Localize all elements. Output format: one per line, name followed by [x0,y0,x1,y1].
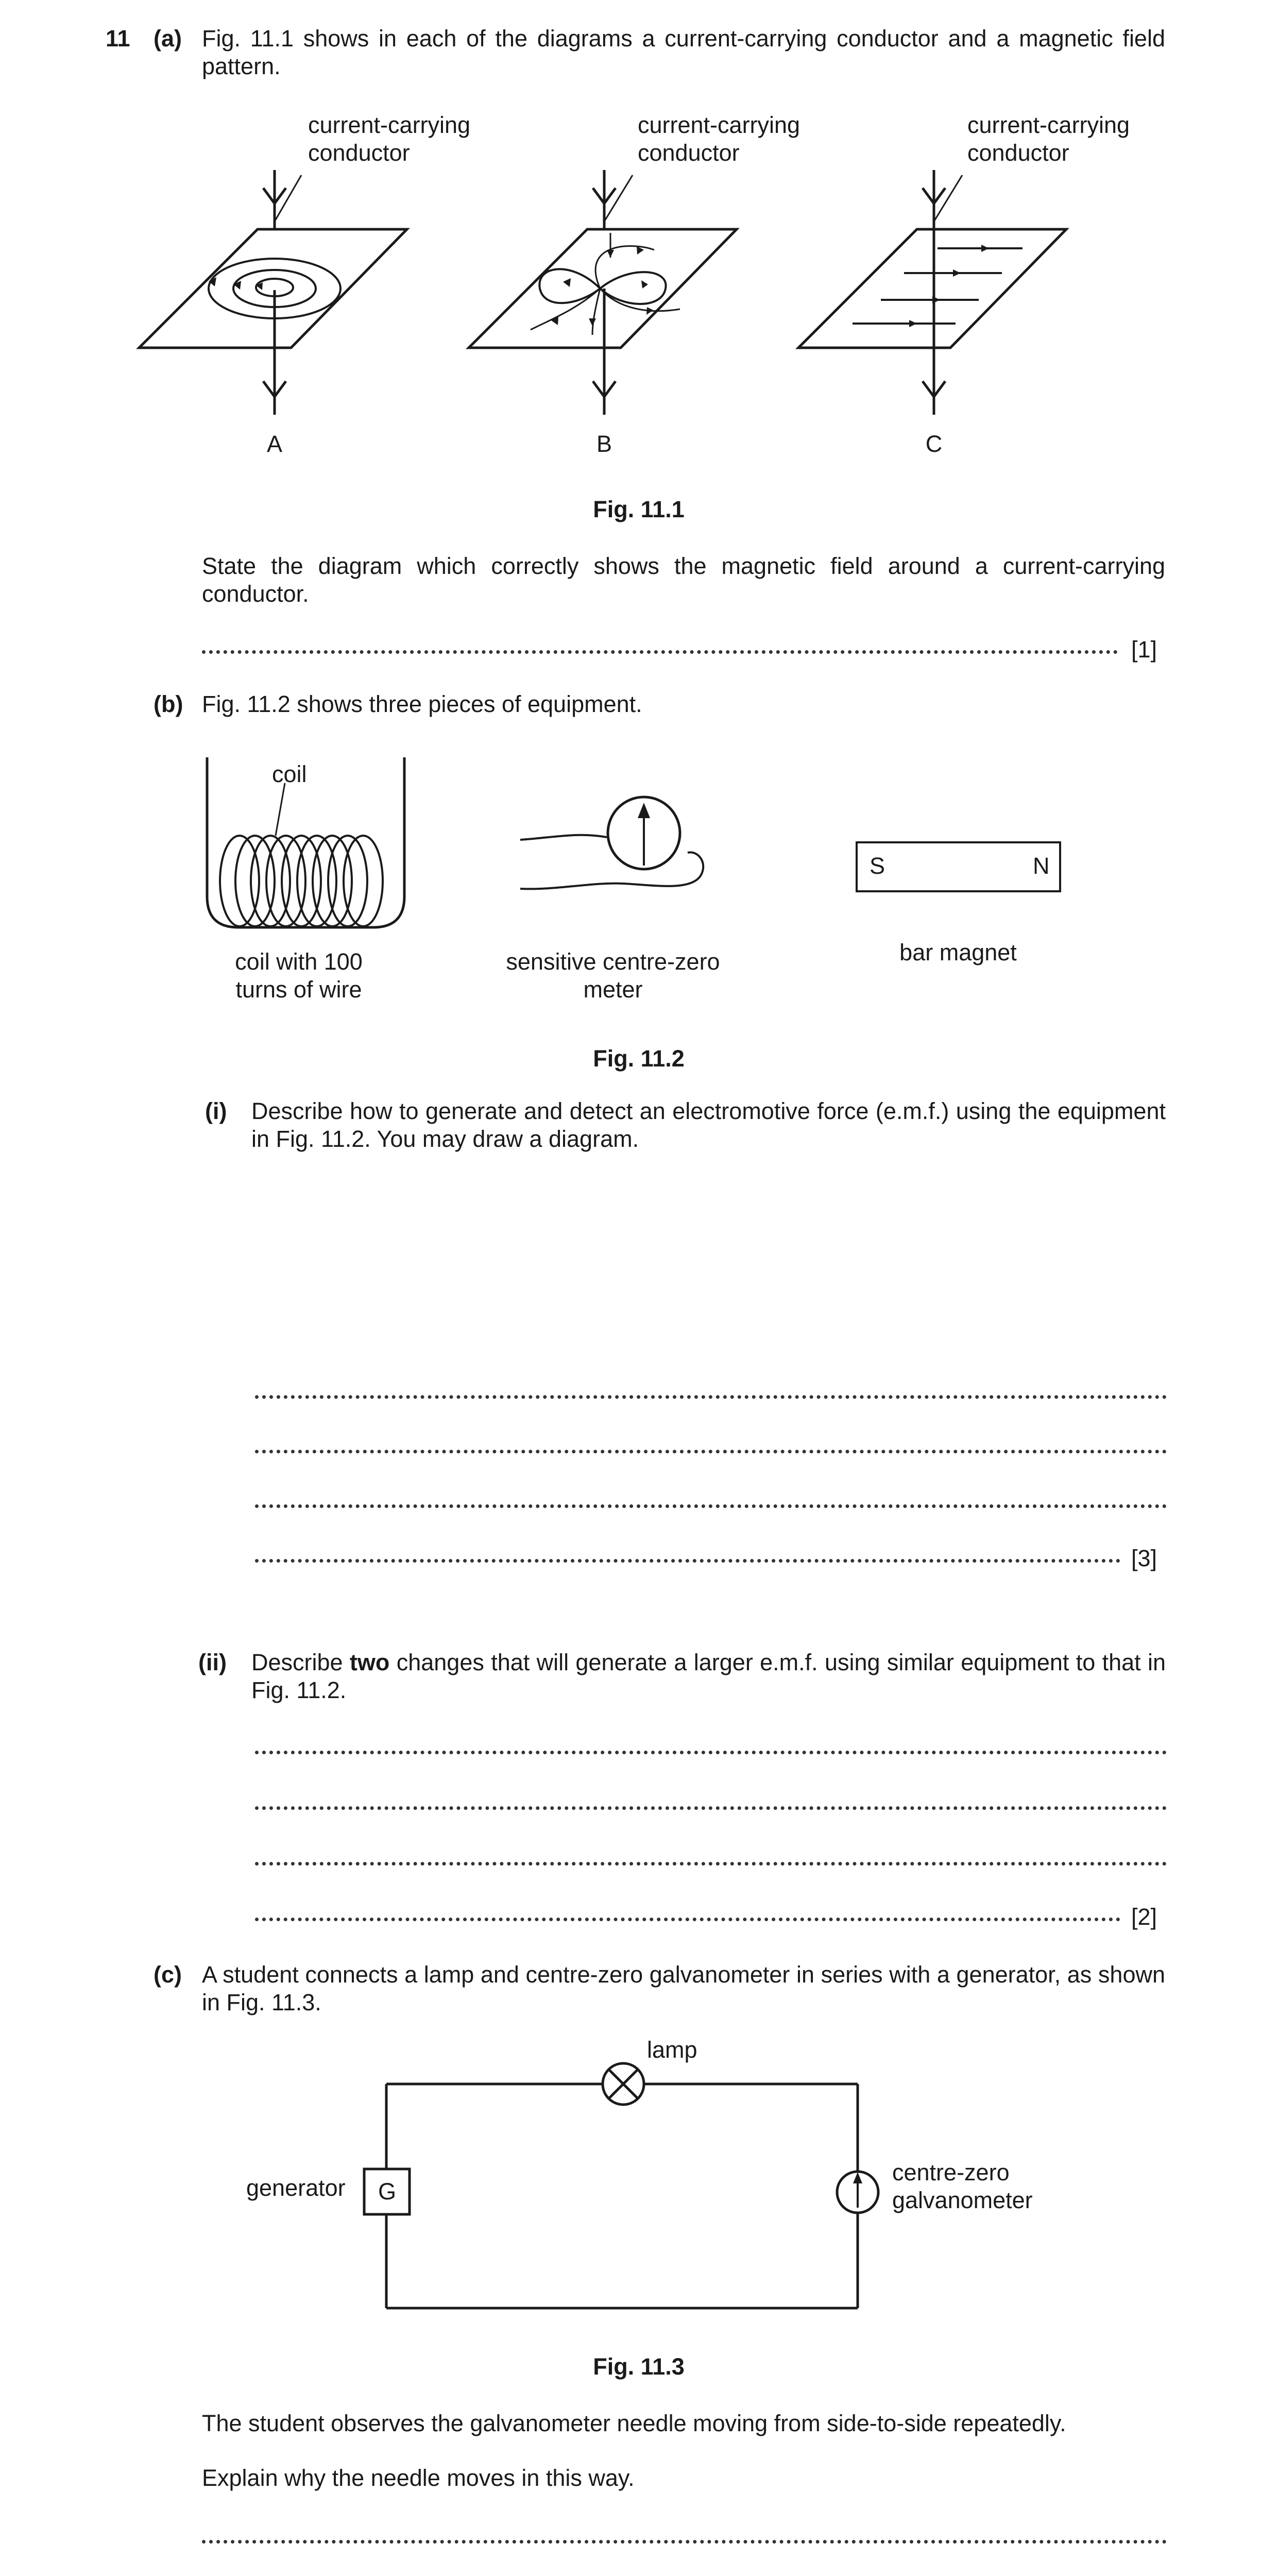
conductor-label-b [638,111,800,167]
conductor-label-line1: current-carrying [638,112,800,138]
figure-11-2 [0,721,1278,938]
part-c-observation: The student observes the galvanometer needle moving from side-to-side repeatedly. [202,2410,1066,2436]
diagram-label-b: B [596,431,612,457]
figure-caption-11-1: Fig. 11.1 [593,496,685,522]
meter-caption-line1: sensitive centre-zero [506,948,720,975]
part-b-ii-text [251,1649,1166,1704]
part-a-question: State the diagram which correctly shows the magnetic field around a current-carrying conductor. [202,553,1165,607]
part-b-ii-label: (ii) [198,1649,227,1675]
marks-b-ii: [2] [1131,1904,1157,1930]
diagram-label-a: A [266,431,282,457]
answer-line-b-i-3[interactable] [255,1504,1167,1508]
part-b-ii-text-bold: two [349,1649,390,1675]
magnet-pole-s: S [870,853,885,879]
part-a-intro: Fig. 11.1 shows in each of the diagrams a current-carrying conductor and a magnetic field pattern. [202,25,1165,79]
part-b-intro: Fig. 11.2 shows three pieces of equipment. [202,691,642,717]
meter-caption [484,948,742,1004]
part-c-question: Explain why the needle moves in this way. [202,2465,635,2491]
meter-diagram [520,797,703,889]
conductor-label-line1: current-carrying [308,112,471,138]
coil-caption [170,948,428,1004]
bar-magnet-diagram [857,842,1060,891]
part-b-ii-text-after: changes that will generate a larger e.m.f. using similar equipment to that in Fig. 11.2. [251,1649,1166,1703]
lamp-label: lamp [647,2037,697,2063]
part-b-i-text: Describe how to generate and detect an electromotive force (e.m.f.) using the equipment in Fig. 11.2. You may draw a diagram. [251,1098,1166,1152]
part-a-label: (a) [154,25,182,52]
answer-line-b-i-4[interactable] [255,1559,1120,1563]
part-c-label: (c) [154,1961,182,1988]
marks-b-i: [3] [1131,1545,1157,1571]
answer-line-a[interactable] [202,650,1118,654]
conductor-label-c [967,111,1130,167]
figure-caption-11-3: Fig. 11.3 [593,2353,685,2380]
galvanometer-symbol [837,2172,878,2213]
galvanometer-label-line1: centre-zero [892,2159,1010,2185]
marks-a: [1] [1131,636,1157,663]
figure-caption-11-2: Fig. 11.2 [593,1045,685,1072]
answer-line-b-ii-3[interactable] [255,1862,1167,1866]
figure-11-3 [0,2035,1278,2324]
coil-label: coil [272,761,307,787]
conductor-label-line2: conductor [308,140,410,166]
diagram-label-c: C [925,431,943,457]
answer-line-b-ii-1[interactable] [255,1751,1167,1754]
answer-line-b-ii-4[interactable] [255,1918,1120,1921]
coil-caption-line1: coil with 100 [235,948,363,975]
galvanometer-label-line2: galvanometer [892,2187,1033,2213]
answer-line-c-1[interactable] [202,2540,1167,2544]
circuit-wires [386,2084,858,2308]
meter-caption-line2: meter [583,976,643,1003]
part-b-ii-text-before: Describe [251,1649,350,1675]
conductor-label-line2: conductor [638,140,740,166]
magnet-caption: bar magnet [899,939,1017,965]
part-b-i-label: (i) [205,1098,227,1124]
answer-line-b-i-1[interactable] [255,1395,1167,1399]
conductor-label-a [308,111,470,167]
diagram-c [798,170,1066,415]
question-number: 11 [106,25,130,52]
conductor-label-line2: conductor [967,140,1069,166]
part-b-label: (b) [154,691,183,717]
diagram-b [469,170,737,415]
part-c-intro: A student connects a lamp and centre-zero galvanometer in series with a generator, as shown in Fig. 11.3. [202,1961,1165,2015]
magnet-pole-n: N [1033,853,1050,879]
generator-label: generator [246,2175,346,2201]
galvanometer-label [892,2159,1033,2214]
figure-11-1 [0,0,1278,464]
lamp-symbol [603,2063,644,2105]
diagram-a [139,170,407,415]
generator-symbol-letter: G [378,2178,397,2205]
answer-line-b-i-2[interactable] [255,1450,1167,1453]
coil-caption-line2: turns of wire [235,976,362,1003]
answer-line-b-ii-2[interactable] [255,1806,1167,1810]
conductor-label-line1: current-carrying [967,112,1130,138]
